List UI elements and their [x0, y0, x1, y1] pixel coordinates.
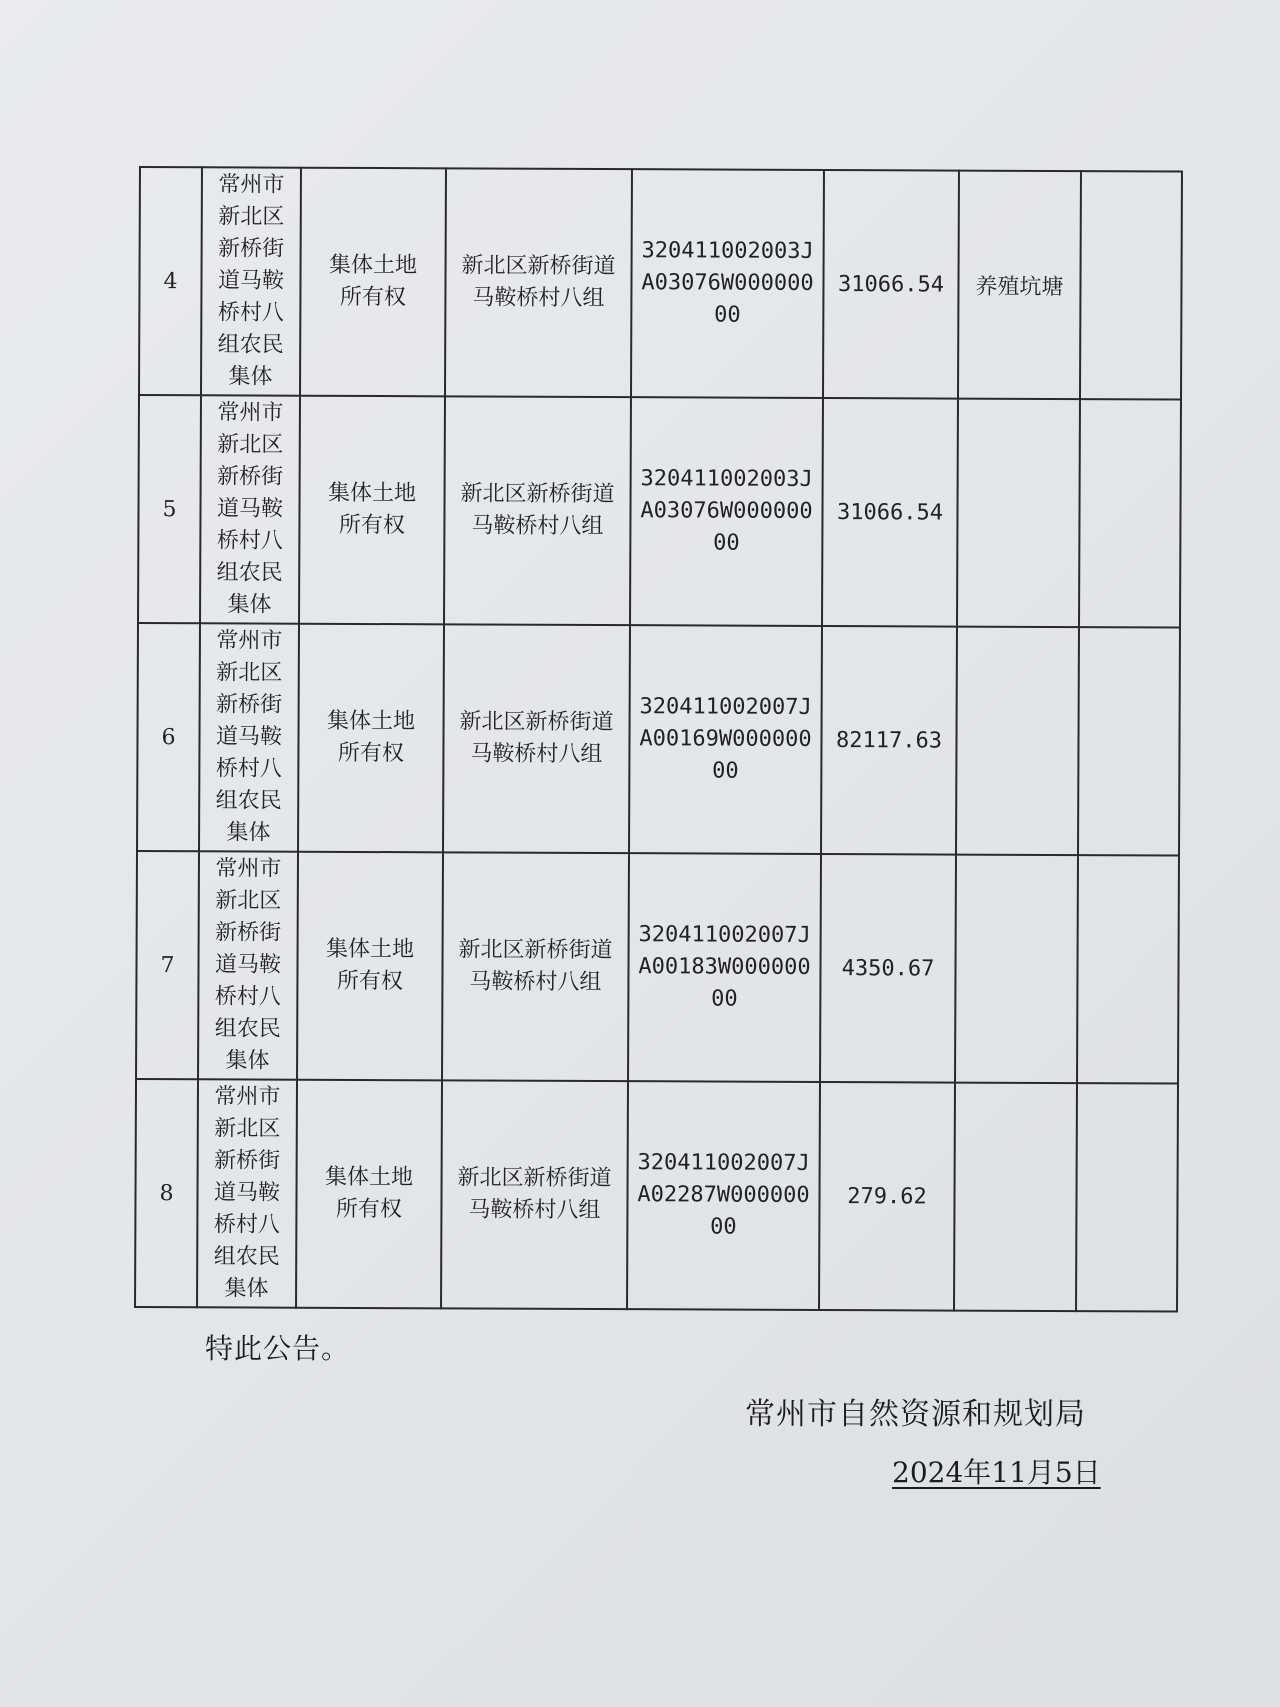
row-index: 5	[138, 395, 201, 623]
issuing-authority: 常州市自然资源和规划局	[745, 1397, 1086, 1432]
row-index: 4	[139, 167, 202, 395]
parcel-code-text: 320411002007JA02287W00000000	[637, 1150, 810, 1240]
owner-cell	[199, 623, 299, 851]
parcel-code-text: 320411002003JA03076W00000000	[641, 238, 814, 328]
owner-text: 常州市新北区新桥街道马鞍桥村八组农民集体	[217, 172, 285, 390]
right-type-text: 集体土地所有权	[328, 252, 418, 311]
right-type-text: 集体土地所有权	[328, 480, 417, 539]
use-cell	[955, 855, 1078, 1084]
owner-text: 常州市新北区新桥街道马鞍桥村八组农民集体	[216, 400, 284, 618]
owner-cell	[197, 1079, 297, 1307]
closing-statement: 特此公告。	[205, 1332, 351, 1365]
location-cell	[444, 396, 631, 625]
table-row	[138, 395, 1181, 628]
right-type-cell	[298, 624, 444, 853]
right-type-text: 集体土地所有权	[325, 1164, 414, 1223]
area-cell: 4350.67	[820, 854, 956, 1083]
area-cell: 279.62	[819, 1082, 955, 1311]
table-row	[137, 623, 1180, 856]
location-cell	[441, 1080, 628, 1309]
location-cell	[443, 624, 630, 853]
table-row	[135, 1079, 1178, 1312]
parcel-code-cell	[630, 397, 823, 626]
land-rights-table	[134, 166, 1183, 1313]
row-index: 8	[135, 1079, 198, 1307]
owner-cell	[200, 395, 300, 623]
owner-text: 常州市新北区新桥街道马鞍桥村八组农民集体	[214, 856, 282, 1074]
parcel-code-cell	[631, 169, 824, 398]
location-text: 新北区新桥街道马鞍桥村八组	[457, 1165, 612, 1224]
location-text: 新北区新桥街道马鞍桥村八组	[461, 253, 616, 312]
location-text: 新北区新桥街道马鞍桥村八组	[460, 481, 615, 540]
right-type-cell	[297, 852, 443, 1081]
note-cell	[1079, 399, 1181, 627]
owner-text: 常州市新北区新桥街道马鞍桥村八组农民集体	[215, 628, 283, 846]
parcel-code-text: 320411002003JA03076W00000000	[640, 466, 813, 556]
right-type-cell	[300, 168, 446, 397]
right-type-text: 集体土地所有权	[326, 936, 415, 995]
use-cell: 养殖坑塘	[958, 171, 1081, 400]
parcel-code-text: 320411002007JA00183W00000000	[638, 922, 811, 1012]
location-text: 新北区新桥街道马鞍桥村八组	[459, 709, 614, 768]
table-row	[139, 167, 1182, 400]
area-cell: 31066.54	[823, 170, 959, 399]
owner-cell	[201, 167, 301, 395]
right-type-text: 集体土地所有权	[327, 708, 416, 767]
parcel-code-cell	[627, 1081, 820, 1310]
row-index: 7	[136, 851, 199, 1079]
parcel-code-cell	[628, 853, 821, 1082]
note-cell	[1078, 627, 1180, 855]
area-cell: 82117.63	[821, 626, 957, 855]
area-cell: 31066.54	[822, 398, 958, 627]
issue-date: 2024年11月5日	[892, 1456, 1101, 1489]
location-text: 新北区新桥街道马鞍桥村八组	[458, 937, 613, 996]
location-cell	[442, 852, 629, 1081]
table-row	[136, 851, 1179, 1084]
right-type-cell	[299, 396, 445, 625]
use-cell	[954, 1083, 1077, 1312]
location-cell	[445, 168, 632, 397]
owner-cell	[198, 851, 298, 1079]
parcel-code-text: 320411002007JA00169W00000000	[639, 694, 812, 784]
note-cell	[1077, 855, 1179, 1083]
note-cell	[1076, 1083, 1178, 1311]
use-cell	[956, 627, 1079, 856]
right-type-cell	[296, 1080, 442, 1309]
note-cell	[1080, 171, 1182, 399]
row-index: 6	[137, 623, 200, 851]
owner-text: 常州市新北区新桥街道马鞍桥村八组农民集体	[213, 1084, 281, 1302]
parcel-code-cell	[629, 625, 822, 854]
use-cell	[957, 399, 1080, 628]
